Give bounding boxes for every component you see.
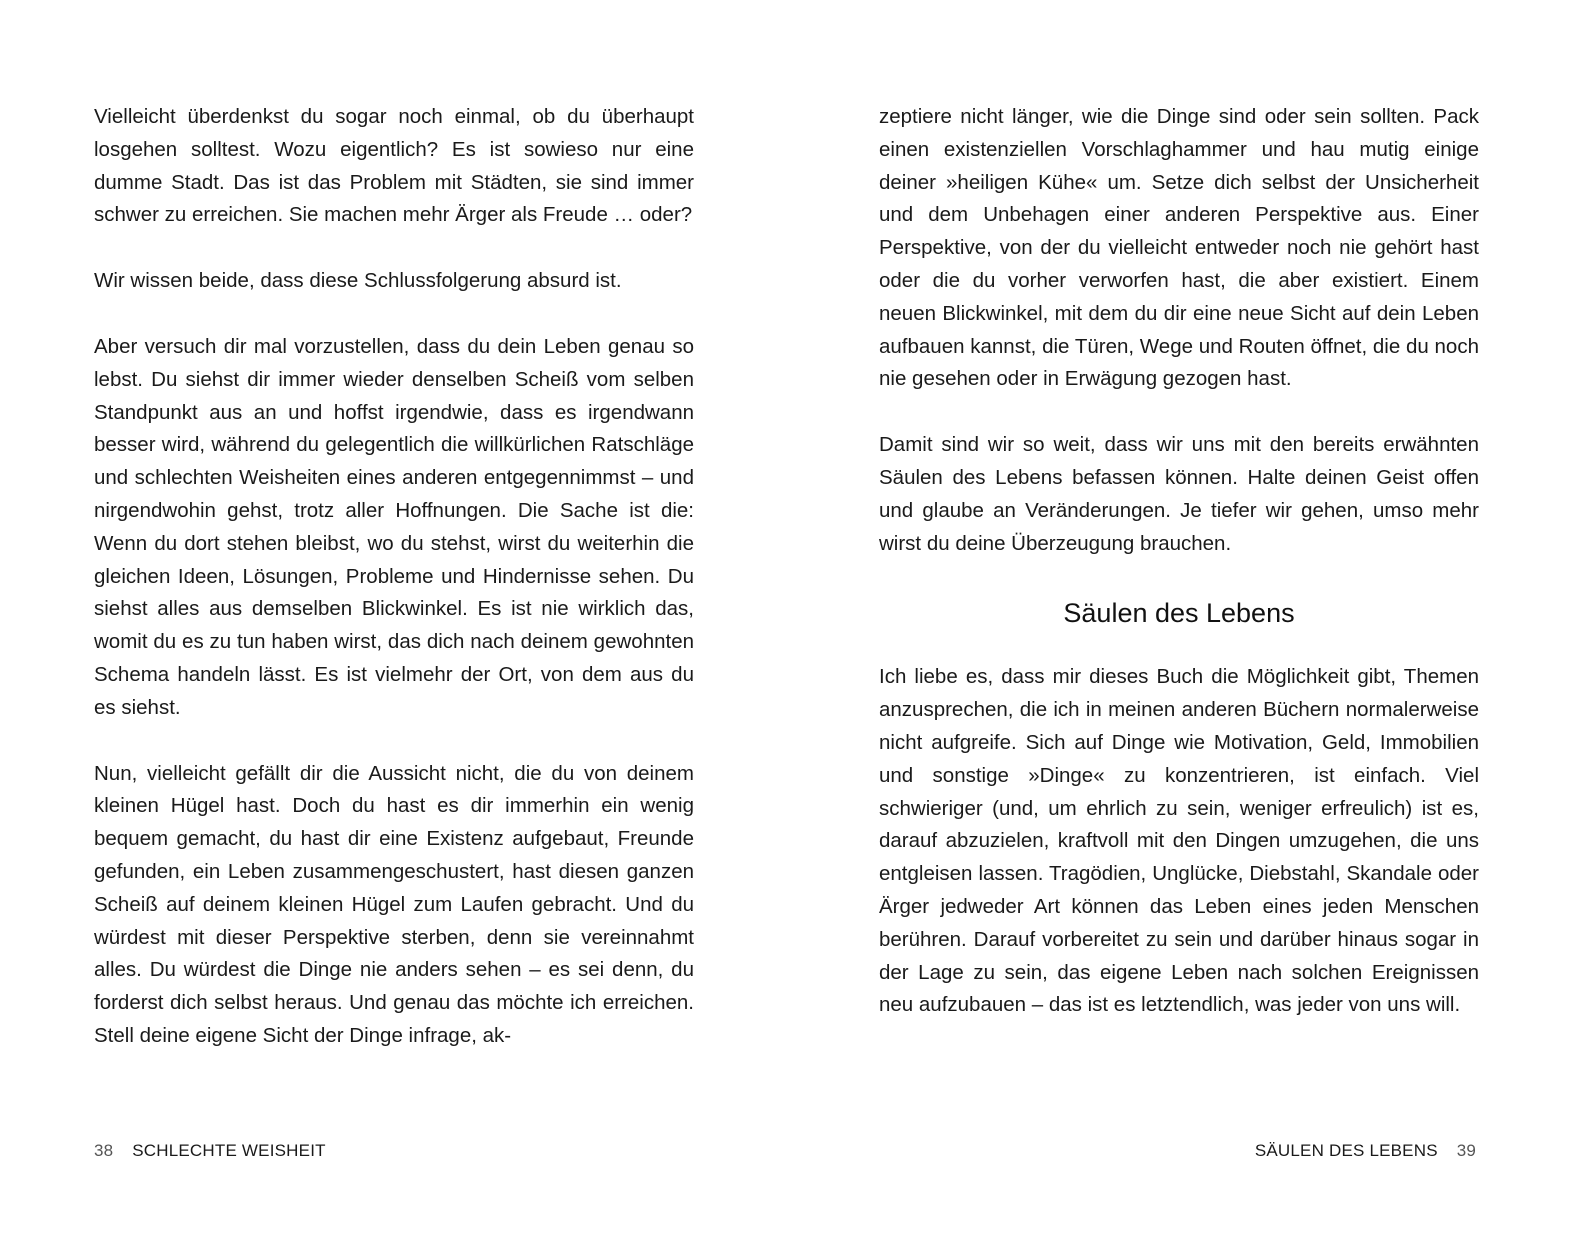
paragraph: Aber versuch dir mal vorzustellen, dass du dein Leben genau so lebst. Du siehst dir immer wieder denselben Scheiß vom selben Standpunkt aus an und hoffst irgendwie, dass es irgendwann besser wird, während du gelegentlich die willkürlichen Ratschläge und schlechten Weisheiten eines anderen entgegennimmst – und nirgendwohin gehst, trotz aller Hoffnungen. Die Sache ist die: Wenn du dort stehen bleibst, wo du stehst, wirst du weiterhin die gleichen Ideen, Lösungen, Probleme und Hindernisse sehen. Du siehst alles aus demselben Blickwinkel. Es ist nie wirklich das, womit du es zu tun haben wirst, das dich nach deinem gewohnten Schema handeln lässt. Es ist vielmehr der Ort, von dem aus du es siehst. [94, 334, 694, 719]
paragraph: zeptiere nicht länger, wie die Dinge sind oder sein sollten. Pack einen existenziellen Vorschlaghammer und hau mutig einige deiner »heiligen Kühe« um. Setze dich selbst der Unsicherheit und dem Unbehagen einer anderen Perspektive aus. Einer Perspektive, von der du vielleicht entweder noch nie gehört hast oder die du vorher verworfen hast, die aber existiert. Einem neuen Blickwinkel, mit dem du dir eine neue Sicht auf dein Leben aufbauen kannst, die Türen, Wege und Routen öffnet, die du noch nie gesehen oder in Erwägung gezogen hast. [879, 105, 1479, 391]
paragraph: Vielleicht überdenkst du sogar noch einmal, ob du überhaupt losgehen solltest. Wozu eigentlich? Es ist sowieso nur eine dumme Stadt. Das ist das Problem mit Städten, sie sind immer schwer zu erreichen. Sie machen mehr Ärger als Freude … oder? [94, 105, 694, 227]
page-number: 39 [1456, 1141, 1476, 1160]
section-heading: Säulen des Lebens [1063, 598, 1295, 629]
left-page-footer [94, 1139, 326, 1163]
paragraph: Nun, vielleicht gefällt dir die Aussicht nicht, die du von deinem kleinen Hügel hast. Doch du hast es dir immerhin ein wenig bequem gemacht, du hast dir eine Existenz aufgebaut, Freunde gefunden, ein Leben zusammengeschustert, hast diesen ganzen Scheiß auf deinem kleinen Hügel zum Laufen gebracht. Und du würdest mit dieser Perspektive sterben, denn sie vereinnahmt alles. Du würdest die Dinge nie anders sehen – es sei denn, du forderst dich selbst heraus. Und genau das möchte ich erreichen. Stell deine eigene Sicht der Dinge infrage, ak- [94, 761, 694, 1047]
right-page-body [879, 101, 1479, 1022]
right-page-footer [1255, 1139, 1476, 1163]
paragraph: Wir wissen beide, dass diese Schlussfolgerung absurd ist. [94, 269, 622, 293]
left-page-body [94, 101, 694, 1053]
right-page [797, 0, 1594, 1240]
running-title: SÄULEN DES LEBENS [1254, 1141, 1438, 1160]
paragraph: Damit sind wir so weit, dass wir uns mit den bereits erwähnten Säulen des Lebens befassen können. Halte deinen Geist offen und glaube an Veränderungen. Je tiefer wir gehen, umso mehr wirst du deine Überzeugung brauchen. [879, 433, 1479, 555]
paragraph: Ich liebe es, dass mir dieses Buch die Möglichkeit gibt, Themen anzusprechen, die ich in meinen anderen Büchern normalerweise nicht aufgreife. Sich auf Dinge wie Motivation, Geld, Immobilien und sonstige »Dinge« zu konzentrieren, ist einfach. Viel schwieriger (und, um ehrlich zu sein, weniger erfreulich) ist es, darauf abzuzielen, kraftvoll mit den Dingen umzugehen, die uns entgleisen lassen. Tragödien, Unglücke, Diebstahl, Skandale oder Ärger jedweder Art können das Leben eines jeden Menschen berühren. Darauf vorbereitet zu sein und darüber hinaus sogar in der Lage zu sein, das eigene Leben nach solchen Ereignissen neu aufzubauen – das ist es letztendlich, was jeder von uns will. [879, 665, 1479, 1017]
page-number: 38 [94, 1141, 114, 1160]
running-title: SCHLECHTE WEISHEIT [132, 1141, 326, 1160]
